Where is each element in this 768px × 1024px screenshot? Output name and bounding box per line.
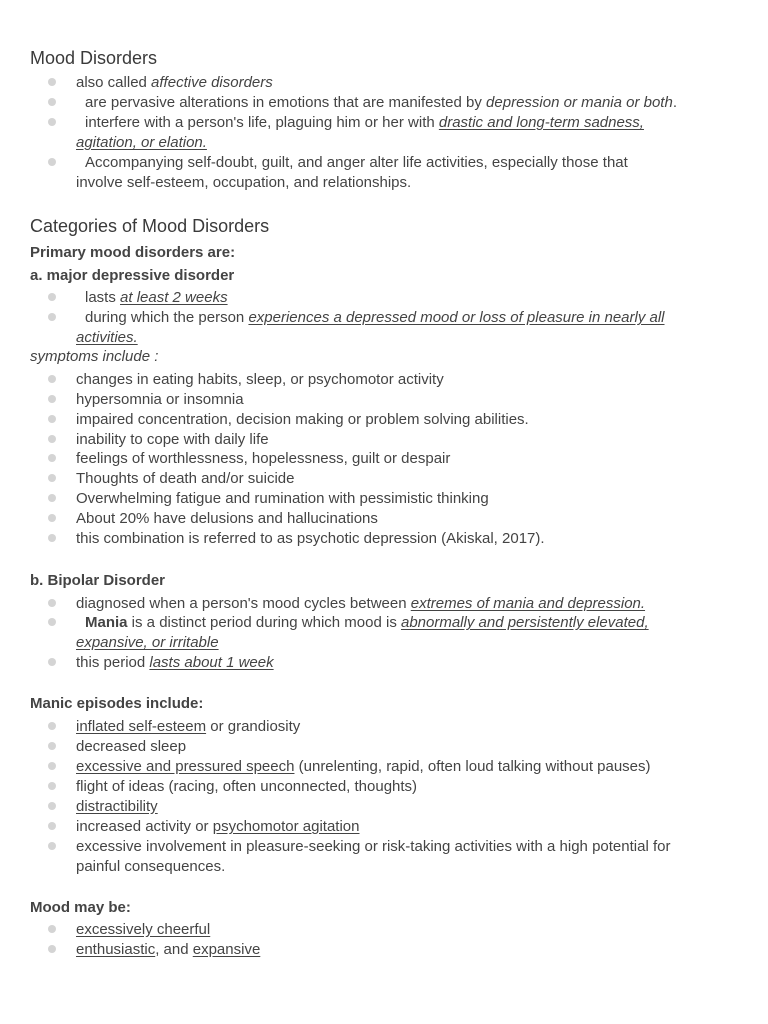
subheading-bipolar: b. Bipolar Disorder [30, 572, 166, 589]
item-text: involve self-esteem, occupation, and relationships. [76, 174, 412, 191]
item-underlined: psychomotor agitation [212, 818, 360, 835]
item-text: increased activity or [76, 818, 213, 835]
item-text: during which the person [85, 309, 249, 326]
item-text: this combination is referred to as psychotic depression (Akiskal, 2017). [76, 530, 545, 547]
list-item [76, 594, 645, 614]
list-item [76, 288, 228, 308]
list-item [76, 529, 545, 549]
item-text: interfere with a person's life, plaguing him or her with [85, 114, 439, 131]
bullet-icon [48, 313, 56, 321]
bullet-icon [48, 925, 56, 933]
item-text: are pervasive alterations in emotions that are manifested by [85, 94, 487, 111]
list-item [76, 509, 378, 529]
bullet-icon [48, 158, 56, 166]
item-underlined: enthusiastic [76, 941, 156, 958]
item-underlined: inflated self-esteem [76, 718, 207, 735]
bullet-icon [48, 658, 56, 666]
list-item [76, 469, 294, 489]
list-item [76, 717, 300, 737]
item-term: Mania [85, 614, 128, 631]
bullet-icon [48, 802, 56, 810]
item-text: . [672, 94, 677, 111]
bullet-icon [48, 293, 56, 301]
bullet-icon [48, 534, 56, 542]
item-text: diagnosed when a person's mood cycles between [76, 595, 411, 612]
bullet-icon [48, 375, 56, 383]
list-item [76, 757, 651, 777]
symptoms-label: symptoms include : [30, 348, 159, 365]
item-text: Overwhelming fatigue and rumination with pessimistic thinking [76, 490, 489, 507]
item-emphasis: experiences a depressed mood or loss of pleasure in nearly all [248, 309, 665, 326]
section-heading-mood-disorders: Mood Disorders [30, 48, 158, 68]
item-text: flight of ideas (racing, often unconnected, thoughts) [76, 778, 418, 795]
bullet-icon [48, 514, 56, 522]
item-emphasis: expansive, or irritable [76, 634, 219, 651]
subheading-mood-may-be: Mood may be: [30, 899, 131, 916]
list-item [76, 73, 273, 93]
bullet-icon [48, 118, 56, 126]
item-underlined: excessively cheerful [76, 921, 211, 938]
item-underlined: distractibility [76, 798, 158, 815]
list-item [76, 308, 665, 348]
item-text: lasts [85, 289, 121, 306]
list-item [76, 370, 444, 390]
bullet-icon [48, 78, 56, 86]
item-text: is a distinct period during which mood is [127, 614, 401, 631]
bullet-icon [48, 722, 56, 730]
bullet-icon [48, 415, 56, 423]
item-text: impaired concentration, decision making or problem solving abilities. [76, 411, 529, 428]
item-emphasis: affective disorders [151, 74, 273, 91]
bullet-icon [48, 494, 56, 502]
list-item [76, 390, 244, 410]
item-text: excessive involvement in pleasure-seeking or risk-taking activities with a high potential for [76, 838, 671, 855]
item-text: or grandiosity [206, 718, 301, 735]
list-item [76, 777, 417, 797]
bullet-icon [48, 742, 56, 750]
item-text: decreased sleep [76, 738, 187, 755]
list-item [76, 113, 644, 153]
item-text: hypersomnia or insomnia [76, 391, 244, 408]
list-item [76, 837, 670, 877]
bullet-icon [48, 618, 56, 626]
item-text: inability to cope with daily life [76, 431, 269, 448]
bullet-icon [48, 98, 56, 106]
item-emphasis: agitation, or elation. [76, 134, 207, 151]
list-item [76, 93, 677, 113]
item-emphasis: at least 2 weeks [120, 289, 228, 306]
list-item [76, 817, 359, 837]
item-text: feelings of worthlessness, hopelessness, guilt or despair [76, 450, 451, 467]
item-text: changes in eating habits, sleep, or psychomotor activity [76, 371, 444, 388]
item-emphasis: extremes of mania and depression. [410, 595, 646, 612]
subheading-primary: Primary mood disorders are: [30, 244, 236, 261]
list-item [76, 153, 628, 193]
bullet-icon [48, 822, 56, 830]
item-underlined: expansive [192, 941, 261, 958]
list-item [76, 797, 158, 817]
item-emphasis: drastic and long-term sadness, [438, 114, 644, 131]
list-item [76, 940, 260, 960]
item-text: Thoughts of death and/or suicide [76, 470, 295, 487]
bullet-icon [48, 782, 56, 790]
item-emphasis: depression or mania or both [486, 94, 673, 111]
list-item [76, 653, 274, 673]
section-heading-categories: Categories of Mood Disorders [30, 216, 270, 236]
list-item [76, 920, 210, 940]
list-item [76, 410, 529, 430]
list-item [76, 430, 269, 450]
item-text: Accompanying self-doubt, guilt, and anger alter life activities, especially those that [85, 154, 628, 171]
item-emphasis: lasts about 1 week [149, 654, 274, 671]
bullet-icon [48, 599, 56, 607]
bullet-icon [48, 454, 56, 462]
bullet-icon [48, 945, 56, 953]
list-item [76, 737, 186, 757]
item-text: (unrelenting, rapid, often loud talking without pauses) [294, 758, 651, 775]
item-emphasis: activities. [76, 329, 138, 346]
item-text: , and [155, 941, 193, 958]
subheading-manic-episodes: Manic episodes include: [30, 695, 204, 712]
item-emphasis: abnormally and persistently elevated, [400, 614, 649, 631]
item-text: painful consequences. [76, 858, 226, 875]
bullet-icon [48, 474, 56, 482]
bullet-icon [48, 435, 56, 443]
subheading-major-depressive: a. major depressive disorder [30, 267, 235, 284]
bullet-icon [48, 762, 56, 770]
list-item [76, 489, 489, 509]
list-item [76, 449, 450, 469]
list-item [76, 613, 649, 653]
bullet-icon [48, 395, 56, 403]
item-underlined: excessive and pressured speech [76, 758, 295, 775]
item-text: this period [76, 654, 150, 671]
item-text: About 20% have delusions and hallucinations [76, 510, 378, 527]
item-text: also called [76, 74, 152, 91]
bullet-icon [48, 842, 56, 850]
